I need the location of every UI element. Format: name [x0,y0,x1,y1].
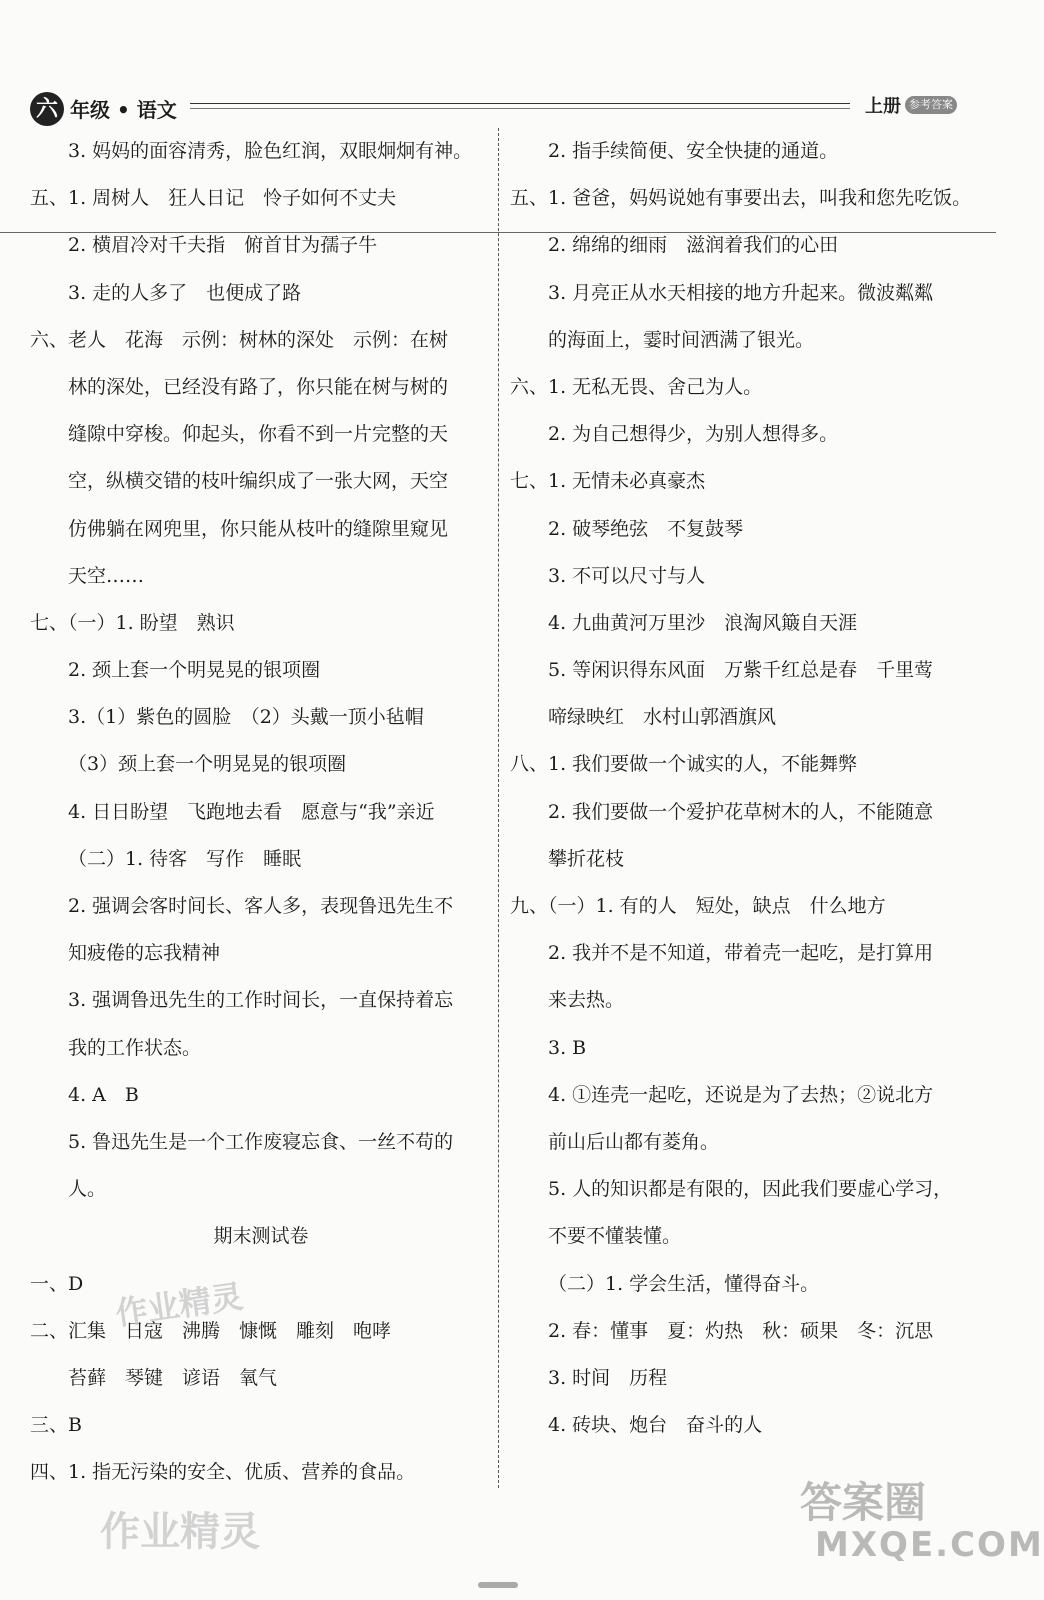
answer-line: 3.（1）紫色的圆脸 （2）头戴一顶小毡帽 [68,706,424,729]
answer-line: 不要不懂装懂。 [548,1225,682,1248]
subject-title: 年级 • 语文 [70,98,177,122]
answer-line: 林的深处，已经没有路了，你只能在树与树的 [68,375,449,398]
answer-line: 4. ①连壳一起吃，还说是为了去热；②说北方 [548,1083,934,1106]
watermark-logo: 答案圈 [800,1478,927,1527]
answer-line: 2. 绵绵的细雨 滋润着我们的心田 [548,234,839,257]
answer-line: 的海面上，霎时间洒满了银光。 [548,328,815,351]
answer-line: 2. 指手续简便、安全快捷的通道。 [548,140,839,162]
answer-line: 3. B [548,1036,587,1059]
right-column [510,128,972,1449]
answer-line: 苔藓 琴键 谚语 氧气 [68,1366,278,1389]
answer-line: 攀折花枝 [548,847,625,870]
answer-line: 2. 颈上套一个明晃晃的银项圈 [68,659,321,682]
answer-line: 五、1. 爸爸，妈妈说她有事要出去，叫我和您先吃饭。 [510,187,972,210]
answer-tag: 参考答案 [905,96,957,114]
answer-line: 3. 不可以尺寸与人 [548,564,706,587]
answer-line: 2. 我们要做一个爱护花草树木的人，不能随意 [548,800,934,823]
grade-badge: 六 [30,92,64,126]
column-divider [498,128,499,1488]
answer-line: 六、老人 花海 示例：树林的深处 示例：在树 [30,328,449,351]
answer-line: 2. 破琴绝弦 不复鼓琴 [548,517,744,540]
watermark-url: MXQE.COM [815,1525,1044,1565]
answer-line: 缝隙中穿梭。仰起头，你看不到一片完整的天 [68,423,449,446]
answer-line: 空，纵横交错的枝叶编织成了一张大网，天空 [68,470,449,493]
answer-line: 天空…… [68,564,145,587]
footer-ornament [478,1582,518,1588]
answer-line: 2. 横眉冷对千夫指 俯首甘为孺子牛 [68,234,378,257]
answer-line: 3. 月亮正从水天相接的地方升起来。微波粼粼 [548,281,934,304]
answer-line: 5. 等闲识得东风面 万紫千红总是春 千里莺 [548,659,934,682]
answer-line: 3. 时间 历程 [548,1366,668,1389]
watermark: 作业精灵 [100,1509,260,1555]
answer-line: 七、（一）1. 盼望 熟识 [30,611,235,634]
answer-line: 二、汇集 日寇 沸腾 慷慨 雕刻 咆哮 [30,1319,392,1342]
answer-line: 4. 砖块、炮台 奋斗的人 [548,1414,763,1437]
section-title: 期末测试卷 [213,1225,309,1248]
answer-line: （二）1. 学会生活，懂得奋斗。 [548,1272,820,1295]
answer-line: 三、B [30,1414,82,1437]
answer-line: （3）颈上套一个明晃晃的银项圈 [68,753,347,776]
answer-line: 前山后山都有菱角。 [548,1130,720,1153]
answer-line: 五、1. 周树人 狂人日记 怜子如何不丈夫 [30,187,397,210]
answer-line: 九、（一）1. 有的人 短处，缺点 什么地方 [510,895,886,917]
header-rule [190,103,850,104]
answer-line: 3. 强调鲁迅先生的工作时间长，一直保持着忘 [68,989,454,1012]
header-rule-thin [190,108,850,109]
answer-line: 四、1. 指无污染的安全、优质、营养的食品。 [30,1461,416,1484]
answer-line: 3. 走的人多了 也便成了路 [68,281,302,304]
answer-line: 3. 妈妈的面容清秀，脸色红润，双眼炯炯有神。 [68,140,473,162]
answer-line: 4. A B [68,1083,139,1106]
answer-line: 4. 日日盼望 飞跑地去看 愿意与“我”亲近 [68,800,435,823]
answer-line: （二）1. 待客 写作 睡眠 [68,847,302,870]
volume-label: 上册 [865,96,901,117]
answer-line: 我的工作状态。 [68,1036,202,1059]
answer-line: 八、1. 我们要做一个诚实的人，不能舞弊 [510,753,858,776]
answer-line: 来去热。 [548,989,625,1012]
answer-line: 七、1. 无情未必真豪杰 [510,470,706,493]
answer-line: 一、D [30,1272,84,1295]
answer-line: 2. 强调会客时间长、客人多，表现鲁迅先生不 [68,895,454,917]
page-header [0,0,996,130]
answer-line: 仿佛躺在网兜里，你只能从枝叶的缝隙里窥见 [68,517,449,540]
answer-line: 5. 鲁迅先生是一个工作废寝忘食、一丝不苟的 [68,1130,454,1153]
answer-line: 2. 春：懂事 夏：灼热 秋：硕果 冬：沉思 [548,1319,934,1342]
answer-line: 4. 九曲黄河万里沙 浪淘风簸自天涯 [548,611,858,634]
answer-line: 六、1. 无私无畏、舍己为人。 [510,375,763,398]
answer-line: 啼绿映红 水村山郭酒旗风 [548,706,777,729]
answer-line: 2. 我并不是不知道，带着壳一起吃，是打算用 [548,942,934,965]
answer-line: 2. 为自己想得少，为别人想得多。 [548,423,839,446]
left-column [30,128,492,1496]
answer-line: 人。 [68,1178,107,1201]
watermark: 作业精灵 [113,1277,246,1333]
answer-line: 知疲倦的忘我精神 [68,942,221,965]
answer-line: 5. 人的知识都是有限的，因此我们要虚心学习， [548,1178,953,1201]
